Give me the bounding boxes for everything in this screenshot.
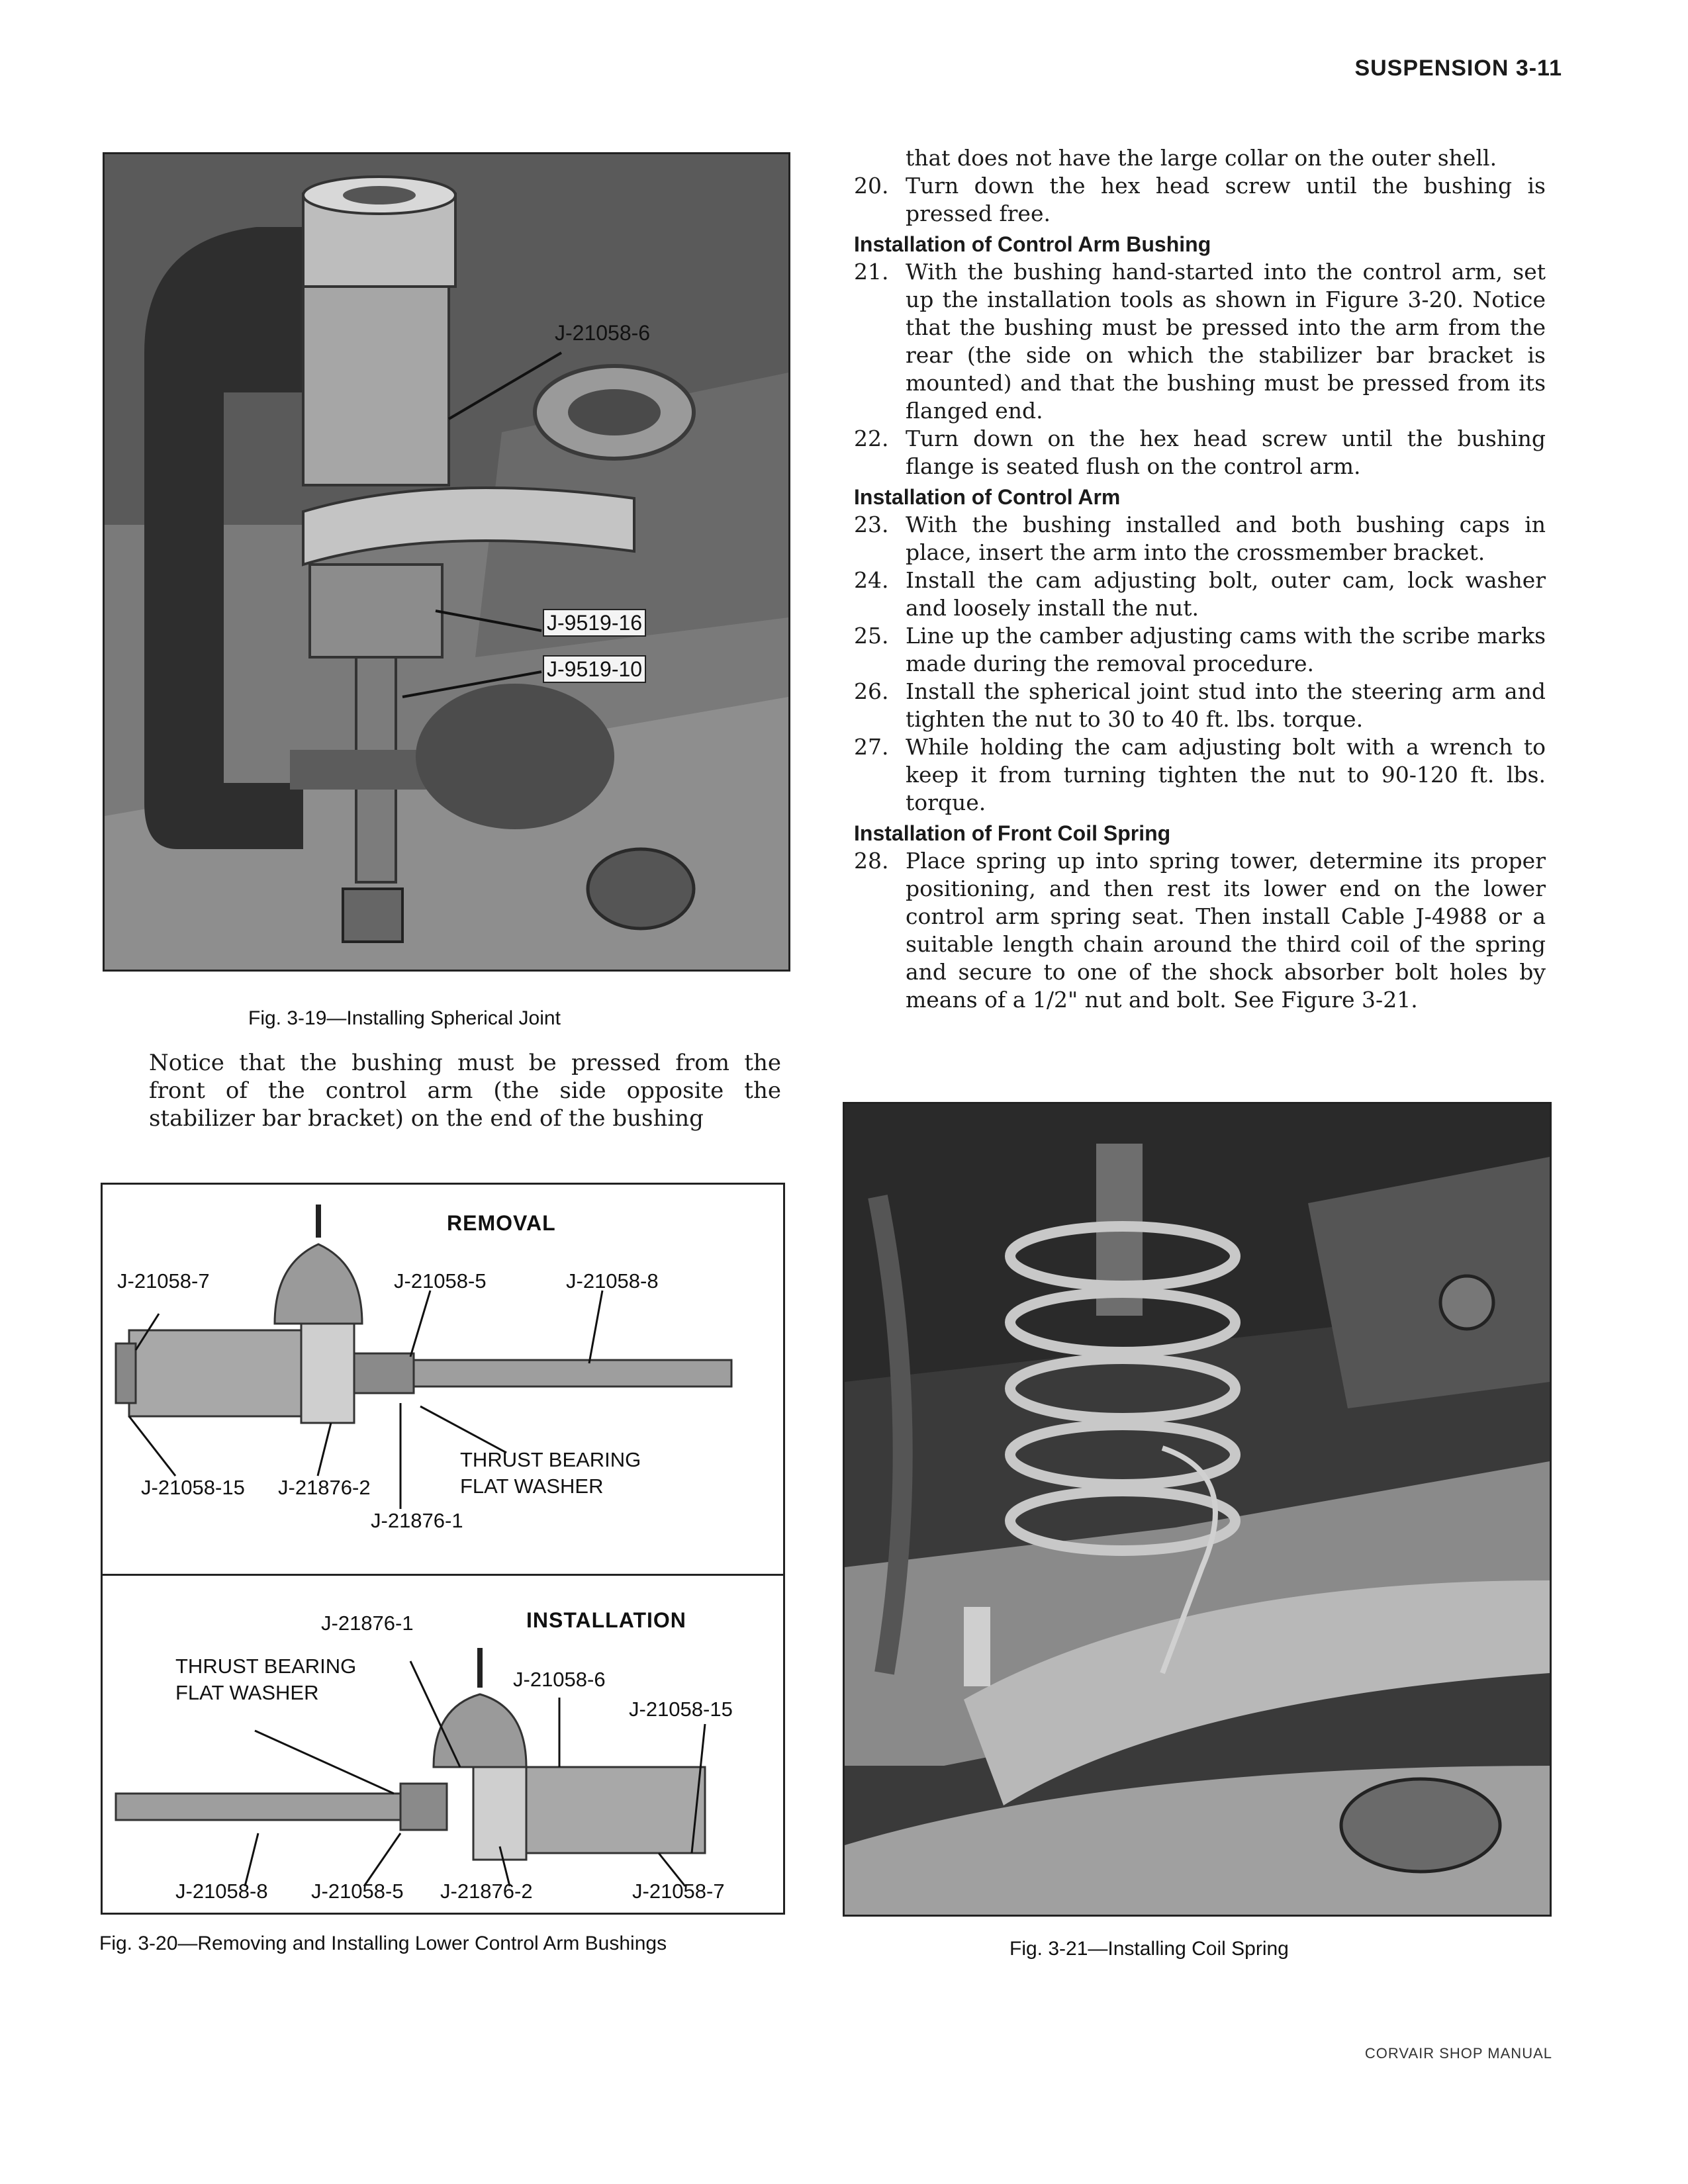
callout-j-21058-6: J-21058-6 (555, 321, 651, 345)
step-text: With the bushing hand-started into the control arm, set up the installation tools as shown in Figure 3-20. Notice that the bushing must be pressed into the arm from the rear (the side on which the stabilizer bar bracket is mounted) and that the bushing must be pressed from its flanged end. (906, 259, 1546, 424)
step-22 (854, 425, 1546, 480)
step-27 (854, 733, 1546, 817)
installation-title: INSTALLATION (526, 1608, 686, 1632)
step-number: 27. (854, 734, 889, 760)
installation-label-j-21058-7: J-21058-7 (632, 1880, 725, 1903)
installation-label-j-21876-2: J-21876-2 (440, 1880, 533, 1903)
figure-3-19-caption: Fig. 3-19—Installing Spherical Joint (248, 1007, 561, 1029)
installation-label-j-21058-6: J-21058-6 (513, 1668, 606, 1691)
right-column (854, 144, 1546, 1014)
installation-label-thrust-bearing: THRUST BEARING (175, 1655, 357, 1678)
heading-control-arm-bushing: Installation of Control Arm Bushing (854, 232, 1211, 256)
removal-label-j-21058-5: J-21058-5 (394, 1269, 487, 1293)
step-number: 23. (854, 512, 889, 537)
figure-3-20-divider (103, 1574, 783, 1576)
step-24 (854, 567, 1546, 622)
figure-3-20-diagram (101, 1183, 785, 1915)
figure-3-19-photo (103, 152, 790, 972)
removal-label-j-21058-8: J-21058-8 (566, 1269, 659, 1293)
step-text: Place spring up into spring tower, determine its proper positioning, and then rest its lower end on the lower control arm spring seat. Then install Cable J-4988 or a suitable length chain around the third coil of the spring and secure to one of the shock absorber bolt holes by means of a 1/2" nut and bolt. See Figure 3-21. (906, 848, 1546, 1013)
step-text: Install the cam adjusting bolt, outer cam, lock washer and loosely install the nut. (906, 567, 1546, 621)
step-number: 25. (854, 623, 889, 649)
step-28 (854, 847, 1546, 1014)
heading-front-coil-spring: Installation of Front Coil Spring (854, 821, 1171, 845)
step-26 (854, 678, 1546, 733)
step-25 (854, 622, 1546, 678)
callout-j-9519-16: J-9519-16 (543, 609, 646, 637)
continuation-text: that does not have the large collar on the outer shell. (906, 145, 1497, 171)
removal-label-j-21058-15: J-21058-15 (141, 1476, 245, 1499)
removal-label-j-21876-2: J-21876-2 (278, 1476, 371, 1499)
figure-3-20-caption: Fig. 3-20—Removing and Installing Lower Control Arm Bushings (99, 1933, 667, 1954)
running-head: SUSPENSION 3-11 (1354, 56, 1562, 81)
heading-control-arm: Installation of Control Arm (854, 485, 1121, 509)
spherical-joint-tool-illustration (105, 154, 788, 970)
installation-label-j-21058-8: J-21058-8 (175, 1880, 268, 1903)
step-text: Install the spherical joint stud into the steering arm and tighten the nut to 30 to 40 ft. lbs. torque. (906, 678, 1546, 732)
figure-3-21-photo (843, 1102, 1552, 1917)
step-20 (854, 172, 1546, 228)
step-number: 20. (854, 173, 889, 199)
step-text: While holding the cam adjusting bolt with a wrench to keep it from turning tighten the nut to 90-120 ft. lbs. torque. (906, 734, 1546, 815)
removal-label-j-21058-7: J-21058-7 (117, 1269, 210, 1293)
step-number: 28. (854, 848, 889, 874)
step-23 (854, 511, 1546, 567)
removal-label-j-21876-1: J-21876-1 (371, 1509, 463, 1532)
left-paragraph: Notice that the bushing must be pressed from the front of the control arm (the side opposite the stabilizer bar bracket) on the end of the bushing (149, 1050, 781, 1132)
step-text: Turn down on the hex head screw until the bushing flange is seated flush on the control arm. (906, 426, 1546, 479)
step-number: 21. (854, 259, 889, 285)
callout-j-9519-10: J-9519-10 (543, 655, 646, 683)
installation-label-j-21058-15: J-21058-15 (629, 1698, 733, 1721)
step-number: 24. (854, 567, 889, 593)
removal-label-thrust-bearing: THRUST BEARING (460, 1448, 641, 1471)
footer: CORVAIR SHOP MANUAL (1364, 2045, 1552, 2062)
removal-title: REMOVAL (447, 1211, 556, 1235)
installation-label-flat-washer: FLAT WASHER (175, 1681, 319, 1704)
step-21 (854, 258, 1546, 425)
step-number: 26. (854, 678, 889, 704)
step-number: 22. (854, 426, 889, 451)
installation-label-j-21876-1: J-21876-1 (321, 1612, 414, 1635)
bushing-tools-drawing (103, 1185, 783, 1913)
installation-label-j-21058-5: J-21058-5 (311, 1880, 404, 1903)
figure-3-21-caption: Fig. 3-21—Installing Coil Spring (1009, 1938, 1289, 1960)
removal-label-flat-washer: FLAT WASHER (460, 1475, 604, 1498)
step-text: With the bushing installed and both bushing caps in place, insert the arm into the crossmember bracket. (906, 512, 1546, 565)
coil-spring-illustration (845, 1104, 1550, 1915)
step-text: Line up the camber adjusting cams with the scribe marks made during the removal procedure. (906, 623, 1546, 676)
step-text: Turn down the hex head screw until the bushing is pressed free. (906, 173, 1546, 226)
